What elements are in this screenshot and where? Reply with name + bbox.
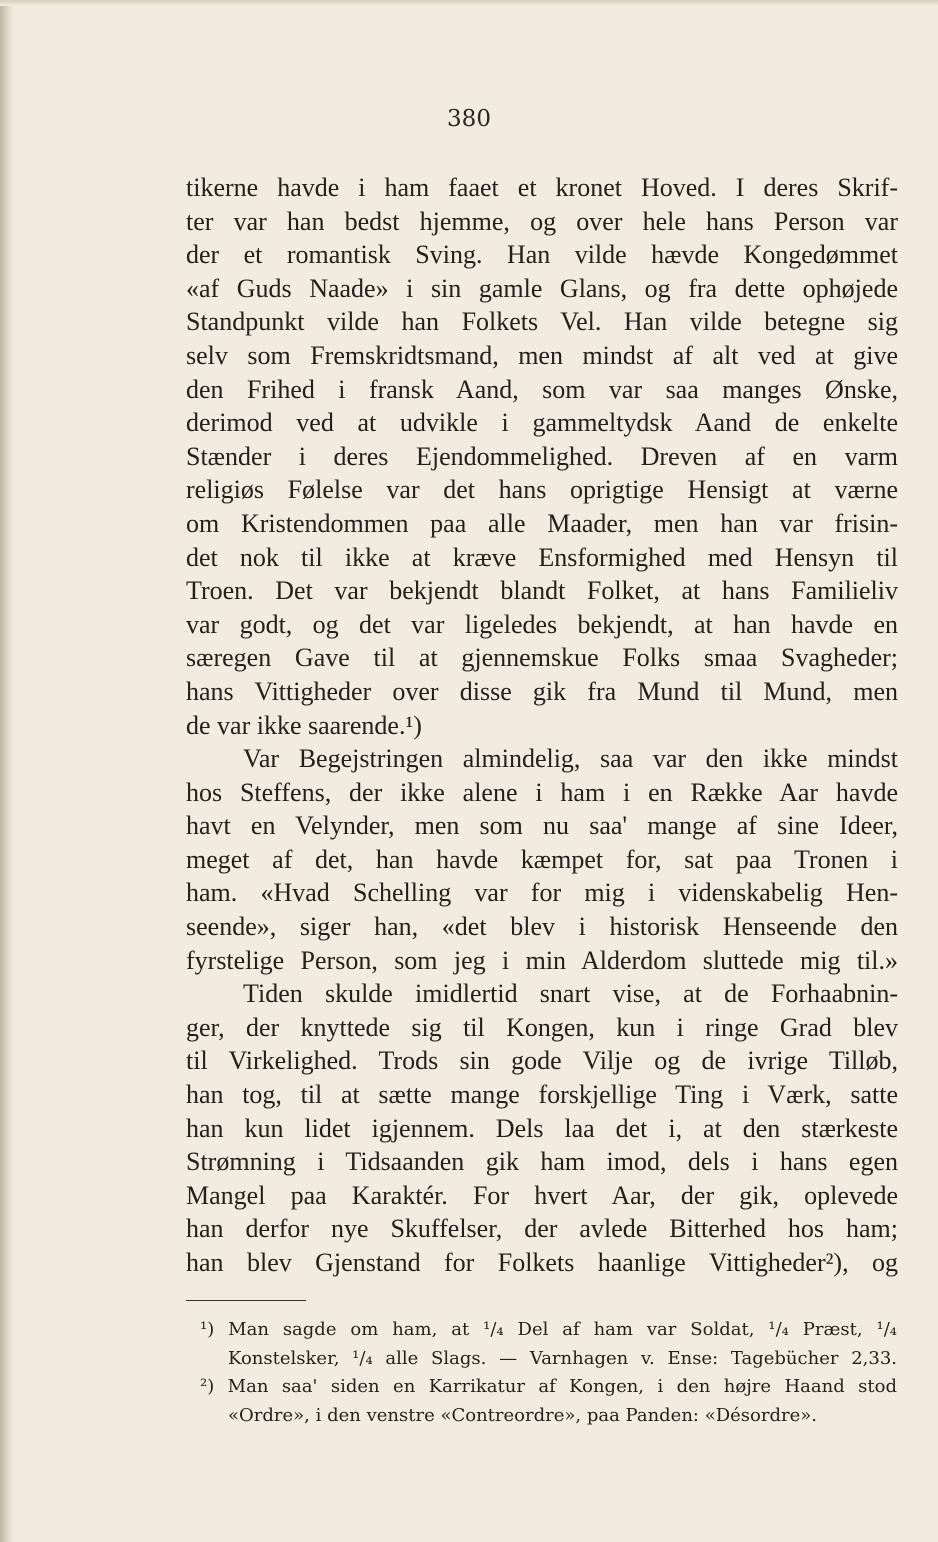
text-line: han kun lidet igjennem. Dels laa det i, at den stærkeste [186, 1113, 898, 1143]
text-line: Standpunkt vilde han Folkets Vel. Han vilde betegne sig [186, 307, 898, 337]
text-line: religiøs Følelse var det hans oprigtige Hensigt at værne [186, 475, 898, 505]
page-edge-shadow [0, 0, 14, 1542]
text-line: han derfor nye Skuffelser, der avlede Bitterhed hos ham; [186, 1214, 898, 1244]
text-line: Stænder i deres Ejendommelighed. Dreven af en varm [186, 441, 898, 471]
text-line: ham. «Hvad Schelling var for mig i videnskabelig Hen- [186, 878, 898, 908]
text-line: den Frihed i fransk Aand, som var saa manges Ønske, [186, 374, 898, 404]
text-line: meget af det, han havde kæmpet for, sat paa Tronen i [186, 844, 898, 874]
text-line: til Virkelighed. Trods sin gode Vilje og de ivrige Tilløb, [186, 1046, 898, 1076]
text-line: selv som Fremskridtsmand, men mindst af alt ved at give [186, 340, 898, 370]
text-line: om Kristendommen paa alle Maader, men han var frisin- [186, 508, 898, 538]
text-line: derimod ved at udvikle i gammeltydsk Aand de enkelte [186, 408, 898, 438]
text-line: Strømning i Tidsaanden gik ham imod, dels i hans egen [186, 1147, 898, 1177]
text-line: han tog, til at sætte mange forskjellige Ting i Værk, satte [186, 1080, 898, 1110]
footnote-rule [186, 1300, 306, 1301]
text-line: de var ikke saarende.¹) [186, 710, 422, 740]
text-line: tikerne havde i ham faaet et kronet Hoved. I deres Skrif- [186, 173, 898, 202]
footnote-line: «Ordre», i den venstre «Contreordre», paa Panden: «Désordre». [228, 1404, 817, 1426]
text-line: særegen Gave til at gjennemskue Folks smaa Svagheder; [186, 643, 898, 673]
footnote-line: Konstelsker, ¹/₄ alle Slags. — Varnhagen v. Ense: Tagebücher 2,33. [228, 1347, 897, 1369]
text-line: Troen. Det var bekjendt blandt Folket, at hans Familieliv [186, 576, 898, 606]
text-line: havt en Velynder, men som nu saa' mange af sine Ideer, [186, 811, 898, 841]
text-line: Mangel paa Karaktér. For hvert Aar, der gik, oplevede [186, 1180, 898, 1210]
footnotes [200, 1316, 897, 1430]
text-line: seende», siger han, «det blev i historisk Henseende den [186, 912, 898, 942]
text-line: «af Guds Naade» i sin gamle Glans, og fra dette ophøjede [186, 273, 898, 303]
page-number: 380 [447, 106, 491, 132]
footnote-line: ¹) Man sagde om ham, at ¹/₄ Del af ham var Soldat, ¹/₄ Præst, ¹/₄ [200, 1319, 897, 1340]
text-line: Var Begejstringen almindelig, saa var den ikke mindst [243, 744, 898, 774]
text-line: han blev Gjenstand for Folkets haanlige Vittigheder²), og [186, 1248, 898, 1277]
text-line: Tiden skulde imidlertid snart vise, at de Forhaabnin- [243, 979, 898, 1009]
footnote-line: ²) Man saa' siden en Karrikatur af Kongen, i den højre Haand stod [200, 1376, 897, 1397]
text-line: ger, der knyttede sig til Kongen, kun i ringe Grad blev [186, 1012, 898, 1042]
text-line: det nok til ikke at kræve Ensformighed med Hensyn til [186, 542, 898, 572]
text-line: der et romantisk Sving. Han vilde hævde Kongedømmet [186, 240, 898, 270]
text-line: ter var han bedst hjemme, og over hele hans Person var [186, 206, 898, 236]
text-line: fyrstelige Person, som jeg i min Alderdom sluttede mig til.» [186, 945, 898, 975]
text-line: hos Steffens, der ikke alene i ham i en Række Aar havde [186, 777, 898, 807]
text-line: hans Vittigheder over disse gik fra Mund til Mund, men [186, 676, 898, 706]
text-line: var godt, og det var ligeledes bekjendt, at han havde en [186, 609, 898, 639]
body-text [186, 171, 898, 1280]
page-top-shadow [0, 0, 938, 6]
